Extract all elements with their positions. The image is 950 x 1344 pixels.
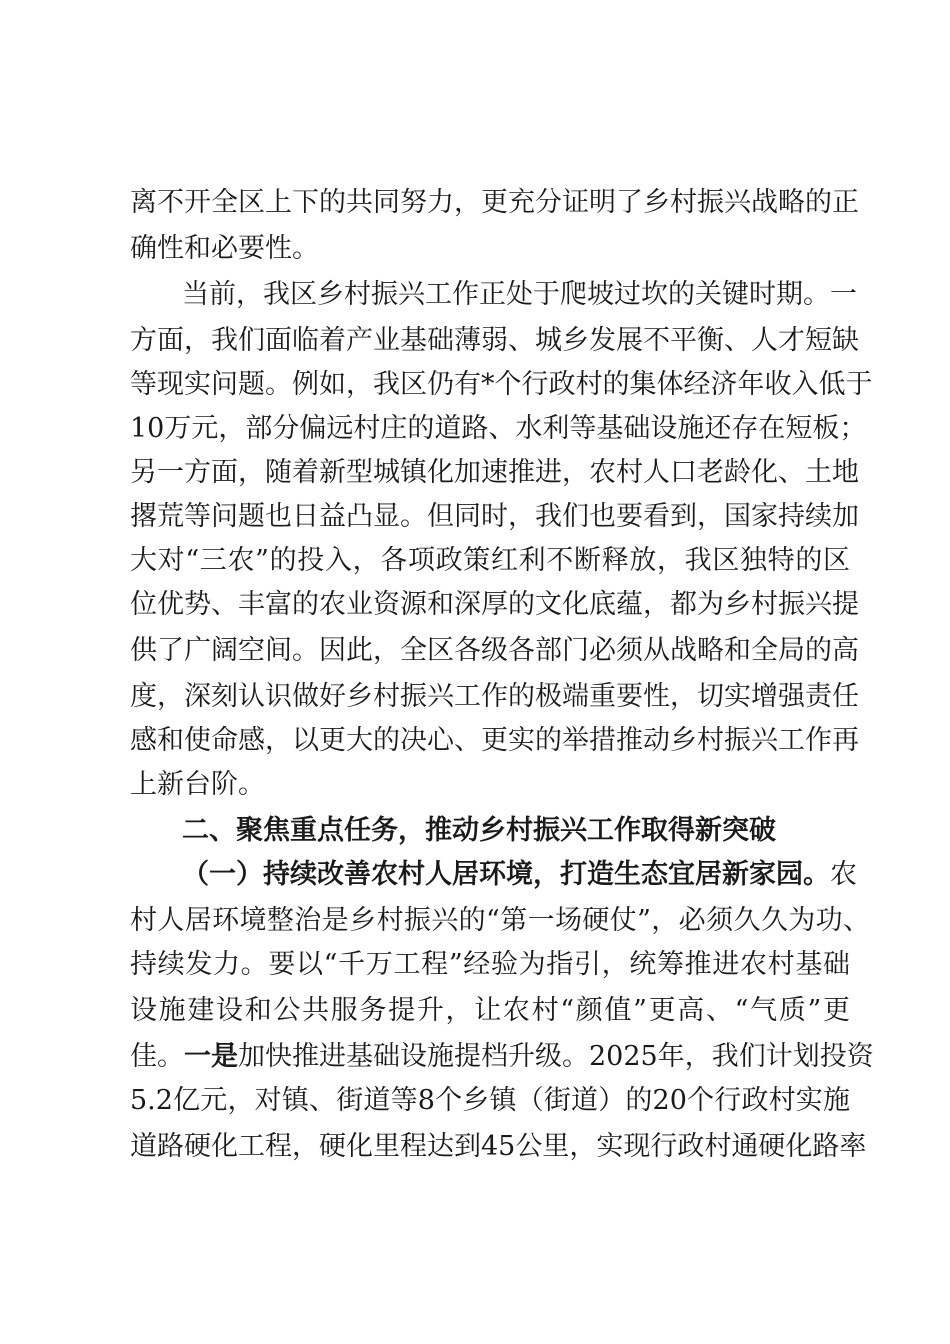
para3-line5 — [130, 1034, 874, 1080]
para3-line5-pre: 佳。 — [130, 1041, 184, 1072]
para2-line7: 大对“三农”的投入，各项政策红利不断释放，我区独特的区 — [130, 545, 850, 576]
point-one-label: 一是 — [184, 1041, 238, 1072]
para2-line5: 另一方面，随着新型城镇化加速推进，农村人口老龄化、土地 — [130, 457, 859, 488]
para1-line2: 确性和必要性。 — [130, 233, 319, 264]
para3-line1-tail: 农 — [830, 859, 857, 890]
para2-line3: 等现实问题。例如，我区仍有*个行政村的集体经济年收入低于 — [130, 369, 873, 400]
para3-line6: 5.2亿元，对镇、街道等8个乡镇（街道）的20个行政村实施 — [130, 1085, 850, 1116]
para2-line1: 当前，我区乡村振兴工作正处于爬坡过坎的关键时期。一 — [182, 279, 857, 310]
para2-line11: 感和使命感，以更大的决心、更实的举措推动乡村振兴工作再 — [130, 725, 859, 756]
para2-line8: 位优势、丰富的农业资源和深厚的文化底蕴，都为乡村振兴提 — [130, 589, 859, 620]
para2-line6: 撂荒等问题也日益凸显。但同时，我们也要看到，国家持续加 — [130, 501, 859, 532]
para2-line4: 10万元，部分偏远村庄的道路、水利等基础设施还存在短板； — [130, 413, 867, 444]
para2-line10: 度，深刻认识做好乡村振兴工作的极端重要性，切实增强责任 — [130, 681, 859, 712]
para3-line5-rest: 加快推进基础设施提档升级。2025年，我们计划投资 — [238, 1041, 874, 1072]
section-heading: 二、聚焦重点任务，推动乡村振兴工作取得新突破 — [182, 815, 776, 846]
para3-line4: 设施建设和公共服务提升，让农村“颜值”更高、“气质”更 — [130, 995, 850, 1026]
para3-line2: 村人居环境整治是乡村振兴的“第一场硬仗”，必须久久为功、 — [130, 905, 870, 936]
para2-line12: 上新台阶。 — [130, 769, 265, 800]
para3-line7: 道路硬化工程，硬化里程达到45公里，实现行政村通硬化路率 — [130, 1131, 867, 1162]
para3-line1 — [182, 852, 857, 898]
para2-line9: 供了广阔空间。因此，全区各级各部门必须从战略和全局的高 — [130, 635, 859, 666]
para2-line2: 方面，我们面临着产业基础薄弱、城乡发展不平衡、人才短缺 — [130, 325, 859, 356]
subheading: （一）持续改善农村人居环境，打造生态宜居新家园。 — [182, 859, 830, 890]
para1-line1: 离不开全区上下的共同努力，更充分证明了乡村振兴战略的正 — [130, 187, 859, 218]
para3-line3: 持续发力。要以“千万工程”经验为指引，统筹推进农村基础 — [130, 949, 850, 980]
